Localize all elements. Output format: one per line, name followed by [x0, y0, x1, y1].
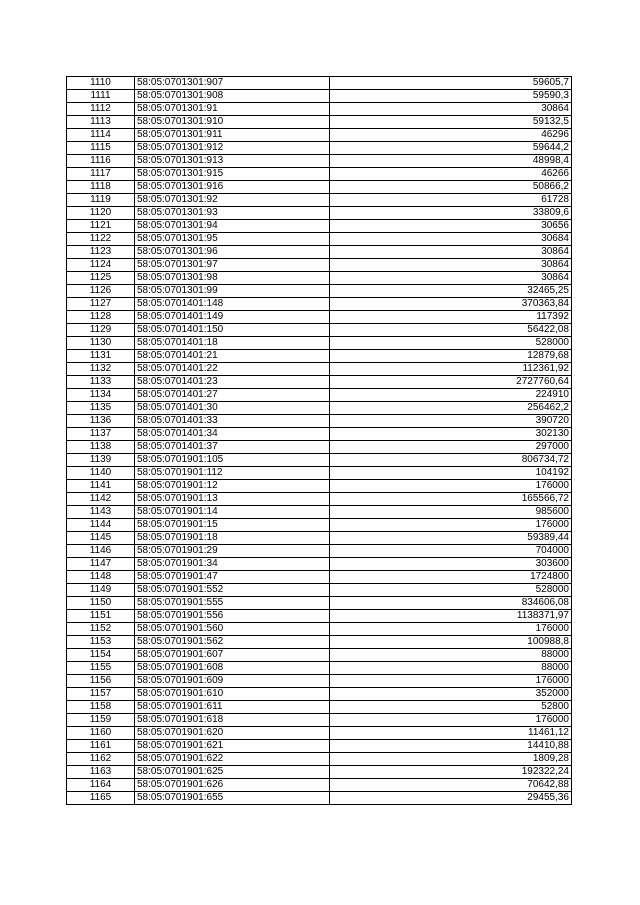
cadastral-value-cell: 30864 — [330, 259, 572, 272]
row-number-cell: 1156 — [67, 675, 135, 688]
row-number-cell: 1153 — [67, 636, 135, 649]
cadastral-number-cell: 58:05:0701401:33 — [135, 415, 330, 428]
cadastral-number-cell: 58:05:0701401:37 — [135, 441, 330, 454]
cadastral-number-cell: 58:05:0701901:609 — [135, 675, 330, 688]
row-number-cell: 1159 — [67, 714, 135, 727]
table-row — [67, 142, 572, 155]
cadastral-number-cell: 58:05:0701901:620 — [135, 727, 330, 740]
table-row — [67, 649, 572, 662]
row-number-cell: 1155 — [67, 662, 135, 675]
row-number-cell: 1148 — [67, 571, 135, 584]
cadastral-number-cell: 58:05:0701901:112 — [135, 467, 330, 480]
row-number-cell: 1138 — [67, 441, 135, 454]
table-row — [67, 246, 572, 259]
cadastral-value-cell: 32465,25 — [330, 285, 572, 298]
row-number-cell: 1117 — [67, 168, 135, 181]
table-row — [67, 597, 572, 610]
table-row — [67, 558, 572, 571]
row-number-cell: 1157 — [67, 688, 135, 701]
table-row — [67, 753, 572, 766]
table-row — [67, 259, 572, 272]
cadastral-value-cell: 30864 — [330, 103, 572, 116]
cadastral-value-cell: 176000 — [330, 623, 572, 636]
table-row — [67, 792, 572, 805]
cadastral-value-cell: 176000 — [330, 480, 572, 493]
cadastral-value-cell: 297000 — [330, 441, 572, 454]
cadastral-number-cell: 58:05:0701301:916 — [135, 181, 330, 194]
cadastral-number-cell: 58:05:0701401:27 — [135, 389, 330, 402]
cadastral-value-cell: 100988,8 — [330, 636, 572, 649]
cadastral-number-cell: 58:05:0701901:13 — [135, 493, 330, 506]
table-row — [67, 662, 572, 675]
table-row — [67, 532, 572, 545]
table-row — [67, 389, 572, 402]
row-number-cell: 1150 — [67, 597, 135, 610]
cadastral-number-cell: 58:05:0701901:15 — [135, 519, 330, 532]
row-number-cell: 1112 — [67, 103, 135, 116]
cadastral-value-cell: 528000 — [330, 584, 572, 597]
table-row — [67, 688, 572, 701]
cadastral-number-cell: 58:05:0701901:12 — [135, 480, 330, 493]
cadastral-number-cell: 58:05:0701401:149 — [135, 311, 330, 324]
table-row — [67, 324, 572, 337]
table-row — [67, 168, 572, 181]
table-row — [67, 480, 572, 493]
cadastral-number-cell: 58:05:0701901:562 — [135, 636, 330, 649]
cadastral-number-cell: 58:05:0701301:91 — [135, 103, 330, 116]
cadastral-value-cell: 59132,5 — [330, 116, 572, 129]
cadastral-number-cell: 58:05:0701301:96 — [135, 246, 330, 259]
row-number-cell: 1163 — [67, 766, 135, 779]
row-number-cell: 1139 — [67, 454, 135, 467]
table-row — [67, 285, 572, 298]
cadastral-number-cell: 58:05:0701301:98 — [135, 272, 330, 285]
table-row — [67, 714, 572, 727]
cadastral-number-cell: 58:05:0701901:556 — [135, 610, 330, 623]
cadastral-value-cell: 176000 — [330, 675, 572, 688]
table-row — [67, 155, 572, 168]
row-number-cell: 1131 — [67, 350, 135, 363]
row-number-cell: 1140 — [67, 467, 135, 480]
row-number-cell: 1129 — [67, 324, 135, 337]
cadastral-number-cell: 58:05:0701301:95 — [135, 233, 330, 246]
cadastral-value-cell: 52800 — [330, 701, 572, 714]
table-row — [67, 272, 572, 285]
row-number-cell: 1161 — [67, 740, 135, 753]
table-row — [67, 727, 572, 740]
cadastral-value-cell: 46266 — [330, 168, 572, 181]
table-row — [67, 519, 572, 532]
cadastral-number-cell: 58:05:0701401:22 — [135, 363, 330, 376]
cadastral-number-cell: 58:05:0701301:907 — [135, 77, 330, 90]
table-row — [67, 90, 572, 103]
cadastral-value-cell: 176000 — [330, 519, 572, 532]
cadastral-number-cell: 58:05:0701901:625 — [135, 766, 330, 779]
table-row — [67, 376, 572, 389]
cadastral-number-cell: 58:05:0701901:608 — [135, 662, 330, 675]
cadastral-value-cell: 50866,2 — [330, 181, 572, 194]
row-number-cell: 1123 — [67, 246, 135, 259]
table-row — [67, 350, 572, 363]
table-row — [67, 467, 572, 480]
table-row — [67, 103, 572, 116]
cadastral-number-cell: 58:05:0701301:92 — [135, 194, 330, 207]
cadastral-number-cell: 58:05:0701901:18 — [135, 532, 330, 545]
cadastral-value-cell: 2727760,64 — [330, 376, 572, 389]
cadastral-number-cell: 58:05:0701901:618 — [135, 714, 330, 727]
row-number-cell: 1158 — [67, 701, 135, 714]
table-row — [67, 194, 572, 207]
cadastral-number-cell: 58:05:0701301:97 — [135, 259, 330, 272]
row-number-cell: 1143 — [67, 506, 135, 519]
table-row — [67, 233, 572, 246]
cadastral-number-cell: 58:05:0701401:21 — [135, 350, 330, 363]
row-number-cell: 1119 — [67, 194, 135, 207]
row-number-cell: 1111 — [67, 90, 135, 103]
table-row — [67, 584, 572, 597]
row-number-cell: 1144 — [67, 519, 135, 532]
row-number-cell: 1121 — [67, 220, 135, 233]
cadastral-value-cell: 59389,44 — [330, 532, 572, 545]
cadastral-value-cell: 30864 — [330, 246, 572, 259]
row-number-cell: 1164 — [67, 779, 135, 792]
table-row — [67, 181, 572, 194]
row-number-cell: 1141 — [67, 480, 135, 493]
cadastral-value-cell: 70642,88 — [330, 779, 572, 792]
row-number-cell: 1145 — [67, 532, 135, 545]
cadastral-value-cell: 112361,92 — [330, 363, 572, 376]
table-row — [67, 766, 572, 779]
cadastral-number-cell: 58:05:0701301:912 — [135, 142, 330, 155]
row-number-cell: 1120 — [67, 207, 135, 220]
cadastral-number-cell: 58:05:0701401:30 — [135, 402, 330, 415]
row-number-cell: 1116 — [67, 155, 135, 168]
cadastral-number-cell: 58:05:0701901:34 — [135, 558, 330, 571]
table-row — [67, 545, 572, 558]
cadastral-number-cell: 58:05:0701301:915 — [135, 168, 330, 181]
table-row — [67, 337, 572, 350]
row-number-cell: 1134 — [67, 389, 135, 402]
table-row — [67, 220, 572, 233]
table-row — [67, 506, 572, 519]
row-number-cell: 1118 — [67, 181, 135, 194]
table-row — [67, 571, 572, 584]
cadastral-value-cell: 88000 — [330, 662, 572, 675]
row-number-cell: 1136 — [67, 415, 135, 428]
table-row — [67, 610, 572, 623]
cadastral-value-cell: 224910 — [330, 389, 572, 402]
row-number-cell: 1154 — [67, 649, 135, 662]
cadastral-value-cell: 30656 — [330, 220, 572, 233]
table-row — [67, 415, 572, 428]
row-number-cell: 1137 — [67, 428, 135, 441]
row-number-cell: 1113 — [67, 116, 135, 129]
row-number-cell: 1126 — [67, 285, 135, 298]
cadastral-number-cell: 58:05:0701401:150 — [135, 324, 330, 337]
row-number-cell: 1110 — [67, 77, 135, 90]
cadastral-value-cell: 104192 — [330, 467, 572, 480]
table-row — [67, 77, 572, 90]
cadastral-value-cell: 1724800 — [330, 571, 572, 584]
table-row — [67, 636, 572, 649]
cadastral-value-cell: 88000 — [330, 649, 572, 662]
cadastral-number-cell: 58:05:0701901:655 — [135, 792, 330, 805]
cadastral-value-cell: 46296 — [330, 129, 572, 142]
row-number-cell: 1146 — [67, 545, 135, 558]
cadastral-number-cell: 58:05:0701901:47 — [135, 571, 330, 584]
row-number-cell: 1162 — [67, 753, 135, 766]
table-row — [67, 298, 572, 311]
table-row — [67, 402, 572, 415]
cadastral-value-cell: 59590,3 — [330, 90, 572, 103]
cadastral-number-cell: 58:05:0701901:621 — [135, 740, 330, 753]
table-row — [67, 740, 572, 753]
cadastral-number-cell: 58:05:0701901:105 — [135, 454, 330, 467]
cadastral-value-cell: 61728 — [330, 194, 572, 207]
cadastral-number-cell: 58:05:0701901:611 — [135, 701, 330, 714]
cadastral-value-cell: 192322,24 — [330, 766, 572, 779]
row-number-cell: 1135 — [67, 402, 135, 415]
row-number-cell: 1122 — [67, 233, 135, 246]
row-number-cell: 1114 — [67, 129, 135, 142]
cadastral-number-cell: 58:05:0701401:23 — [135, 376, 330, 389]
table-row — [67, 701, 572, 714]
cadastral-value-table — [66, 76, 572, 805]
table-row — [67, 779, 572, 792]
cadastral-number-cell: 58:05:0701901:622 — [135, 753, 330, 766]
cadastral-number-cell: 58:05:0701301:99 — [135, 285, 330, 298]
table-body — [67, 77, 572, 805]
cadastral-value-cell: 352000 — [330, 688, 572, 701]
row-number-cell: 1133 — [67, 376, 135, 389]
cadastral-value-cell: 302130 — [330, 428, 572, 441]
cadastral-value-cell: 48998,4 — [330, 155, 572, 168]
cadastral-value-cell: 704000 — [330, 545, 572, 558]
row-number-cell: 1149 — [67, 584, 135, 597]
cadastral-value-cell: 806734,72 — [330, 454, 572, 467]
row-number-cell: 1125 — [67, 272, 135, 285]
cadastral-number-cell: 58:05:0701901:14 — [135, 506, 330, 519]
table-row — [67, 363, 572, 376]
row-number-cell: 1147 — [67, 558, 135, 571]
cadastral-number-cell: 58:05:0701401:18 — [135, 337, 330, 350]
cadastral-number-cell: 58:05:0701901:29 — [135, 545, 330, 558]
row-number-cell: 1142 — [67, 493, 135, 506]
table-row — [67, 675, 572, 688]
table-row — [67, 441, 572, 454]
cadastral-number-cell: 58:05:0701901:610 — [135, 688, 330, 701]
cadastral-number-cell: 58:05:0701901:607 — [135, 649, 330, 662]
row-number-cell: 1127 — [67, 298, 135, 311]
table-row — [67, 623, 572, 636]
cadastral-value-cell: 370363,84 — [330, 298, 572, 311]
row-number-cell: 1132 — [67, 363, 135, 376]
table-row — [67, 207, 572, 220]
cadastral-value-cell: 14410,88 — [330, 740, 572, 753]
cadastral-number-cell: 58:05:0701301:908 — [135, 90, 330, 103]
cadastral-number-cell: 58:05:0701301:94 — [135, 220, 330, 233]
cadastral-number-cell: 58:05:0701901:560 — [135, 623, 330, 636]
table-row — [67, 311, 572, 324]
cadastral-value-cell: 176000 — [330, 714, 572, 727]
cadastral-value-cell: 390720 — [330, 415, 572, 428]
row-number-cell: 1115 — [67, 142, 135, 155]
table-row — [67, 493, 572, 506]
cadastral-value-cell: 59644,2 — [330, 142, 572, 155]
cadastral-number-cell: 58:05:0701401:148 — [135, 298, 330, 311]
row-number-cell: 1152 — [67, 623, 135, 636]
cadastral-value-cell: 11461,12 — [330, 727, 572, 740]
cadastral-number-cell: 58:05:0701401:34 — [135, 428, 330, 441]
cadastral-value-cell: 117392 — [330, 311, 572, 324]
cadastral-number-cell: 58:05:0701901:555 — [135, 597, 330, 610]
row-number-cell: 1160 — [67, 727, 135, 740]
cadastral-value-cell: 29455,36 — [330, 792, 572, 805]
row-number-cell: 1151 — [67, 610, 135, 623]
cadastral-number-cell: 58:05:0701301:911 — [135, 129, 330, 142]
cadastral-value-cell: 12879,68 — [330, 350, 572, 363]
cadastral-number-cell: 58:05:0701901:626 — [135, 779, 330, 792]
row-number-cell: 1128 — [67, 311, 135, 324]
cadastral-value-cell: 528000 — [330, 337, 572, 350]
cadastral-value-cell: 59605,7 — [330, 77, 572, 90]
cadastral-value-cell: 30684 — [330, 233, 572, 246]
cadastral-value-cell: 33809,6 — [330, 207, 572, 220]
table-row — [67, 454, 572, 467]
cadastral-number-cell: 58:05:0701301:93 — [135, 207, 330, 220]
table-row — [67, 129, 572, 142]
table-row — [67, 116, 572, 129]
row-number-cell: 1165 — [67, 792, 135, 805]
cadastral-value-cell: 56422,08 — [330, 324, 572, 337]
cadastral-value-cell: 1138371,97 — [330, 610, 572, 623]
table-row — [67, 428, 572, 441]
row-number-cell: 1130 — [67, 337, 135, 350]
cadastral-value-cell: 1809,28 — [330, 753, 572, 766]
cadastral-value-cell: 256462,2 — [330, 402, 572, 415]
cadastral-number-cell: 58:05:0701901:552 — [135, 584, 330, 597]
cadastral-value-cell: 165566,72 — [330, 493, 572, 506]
cadastral-value-cell: 303600 — [330, 558, 572, 571]
row-number-cell: 1124 — [67, 259, 135, 272]
cadastral-value-cell: 985600 — [330, 506, 572, 519]
cadastral-value-cell: 30864 — [330, 272, 572, 285]
cadastral-number-cell: 58:05:0701301:910 — [135, 116, 330, 129]
cadastral-number-cell: 58:05:0701301:913 — [135, 155, 330, 168]
cadastral-value-cell: 834606,08 — [330, 597, 572, 610]
